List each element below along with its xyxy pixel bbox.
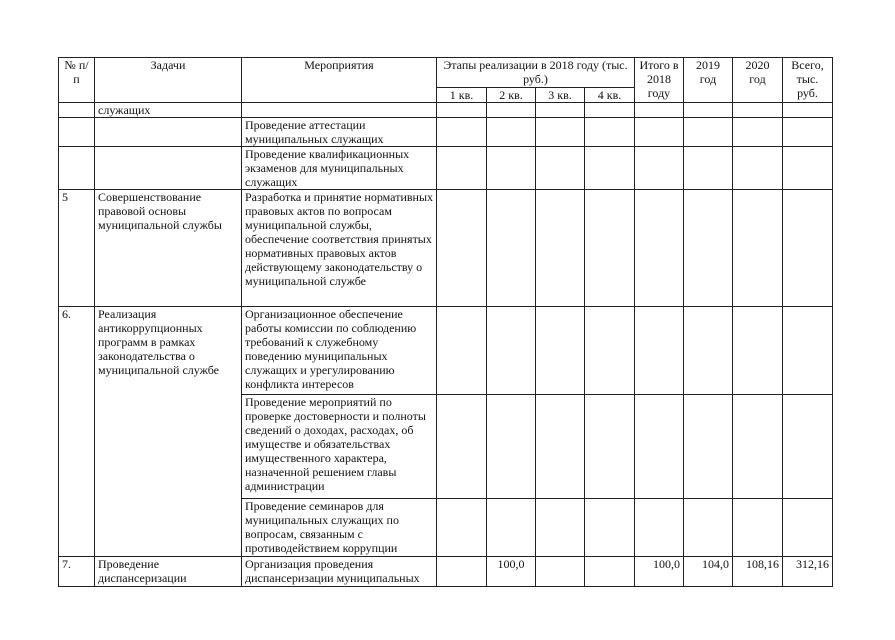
header-tasks: Задачи: [95, 58, 242, 103]
row-measure: Проведение квалификационных экзаменов для муниципальных служащих: [242, 147, 437, 190]
header-q1: 1 кв.: [437, 88, 487, 103]
cell-q4: [585, 190, 635, 307]
cell-2020: [733, 118, 783, 147]
cell-q3: [536, 190, 585, 307]
row-measure: Проведение аттестации муниципальных служащих: [242, 118, 437, 147]
cell-2019: [684, 103, 733, 118]
cell-total: [783, 103, 833, 118]
cell-total-2018: [635, 307, 684, 395]
row-num: [59, 103, 95, 118]
cell-2020: [733, 147, 783, 190]
cell-2019: [684, 395, 733, 499]
cell-2020: [733, 307, 783, 395]
cell-total-2018: [635, 395, 684, 499]
cell-2019: [684, 499, 733, 557]
cell-q3: [536, 557, 585, 587]
cell-q1: [437, 103, 487, 118]
cell-q4: [585, 307, 635, 395]
cell-q4: [585, 499, 635, 557]
row-num: [59, 118, 95, 147]
cell-q2: [487, 103, 536, 118]
cell-q3: [536, 103, 585, 118]
row-task: Проведение диспансеризации: [95, 557, 242, 587]
cell-q3: [536, 395, 585, 499]
row-num: [59, 147, 95, 190]
header-stages: Этапы реализации в 2018 году (тыс. руб.): [437, 58, 635, 88]
row-num: 5: [59, 190, 95, 307]
row-num: 6.: [59, 307, 95, 557]
table-row: [59, 118, 833, 147]
cell-q4: [585, 557, 635, 587]
row-measure: Организация проведения диспансеризации муниципальных: [242, 557, 437, 587]
table-row: [59, 103, 833, 118]
cell-q1: [437, 395, 487, 499]
cell-q4: [585, 395, 635, 499]
row-task: [95, 118, 242, 147]
cell-q1: [437, 557, 487, 587]
header-num: № п/п: [59, 58, 95, 103]
cell-total: [783, 147, 833, 190]
header-2020: 2020 год: [733, 58, 783, 103]
row-measure: [242, 103, 437, 118]
cell-q2: [487, 147, 536, 190]
table-row: [59, 307, 833, 395]
cell-q2: [487, 190, 536, 307]
cell-total: [783, 118, 833, 147]
row-measure: Разработка и принятие нормативных правовых актов по вопросам муниципальной службы, обеспечение соответствия принятых нормативных правовых актов действующему законодательству о муниципальной службе: [242, 190, 437, 307]
row-task: Реализация антикоррупционных программ в рамках законодательства о муниципальной службе: [95, 307, 242, 557]
cell-q2: [487, 118, 536, 147]
header-row: [59, 58, 833, 88]
cell-2019: [684, 307, 733, 395]
cell-total-2018: [635, 103, 684, 118]
cell-q4: [585, 118, 635, 147]
cell-total-2018: [635, 118, 684, 147]
cell-q1: [437, 147, 487, 190]
cell-total: [783, 395, 833, 499]
table-row: [59, 190, 833, 307]
header-q2: 2 кв.: [487, 88, 536, 103]
table-row: [59, 557, 833, 587]
cell-q4: [585, 103, 635, 118]
cell-q1: [437, 307, 487, 395]
cell-q2: [487, 395, 536, 499]
cell-q3: [536, 147, 585, 190]
cell-2019: [684, 118, 733, 147]
header-q4: 4 кв.: [585, 88, 635, 103]
cell-total: 312,16: [783, 557, 833, 587]
cell-q4: [585, 147, 635, 190]
cell-total-2018: [635, 499, 684, 557]
cell-q3: [536, 118, 585, 147]
row-task: служащих: [95, 103, 242, 118]
cell-q2: 100,0: [487, 557, 536, 587]
cell-q3: [536, 307, 585, 395]
row-num: 7.: [59, 557, 95, 587]
cell-total-2018: 100,0: [635, 557, 684, 587]
row-measure: Организационное обеспечение работы комиссии по соблюдению требований к служебному поведению муниципальных служащих и урегулированию конфликта интересов: [242, 307, 437, 395]
cell-q1: [437, 118, 487, 147]
row-measure: Проведение мероприятий по проверке достоверности и полноты сведений о доходах, расходах, об имуществе и обязательствах имущественного характера, назначенной решением главы администрации: [242, 395, 437, 499]
cell-q3: [536, 499, 585, 557]
cell-total: [783, 499, 833, 557]
header-measures: Мероприятия: [242, 58, 437, 103]
cell-q2: [487, 307, 536, 395]
table-row: [59, 147, 833, 190]
cell-2020: [733, 395, 783, 499]
row-task: [95, 147, 242, 190]
cell-2020: [733, 499, 783, 557]
cell-q1: [437, 190, 487, 307]
cell-total: [783, 307, 833, 395]
cell-2019: [684, 147, 733, 190]
cell-2019: 104,0: [684, 557, 733, 587]
header-total-2018: Итого в 2018 году: [635, 58, 684, 103]
cell-total: [783, 190, 833, 307]
cell-q1: [437, 499, 487, 557]
cell-2019: [684, 190, 733, 307]
cell-2020: [733, 190, 783, 307]
row-task: Совершенствование правовой основы муниципальной службы: [95, 190, 242, 307]
header-2019: 2019 год: [684, 58, 733, 103]
header-total: Всего, тыс. руб.: [783, 58, 833, 103]
cell-total-2018: [635, 190, 684, 307]
cell-2020: 108,16: [733, 557, 783, 587]
cell-q2: [487, 499, 536, 557]
row-measure: Проведение семинаров для муниципальных служащих по вопросам, связанным с противодействием коррупции: [242, 499, 437, 557]
cell-total-2018: [635, 147, 684, 190]
cell-2020: [733, 103, 783, 118]
header-q3: 3 кв.: [536, 88, 585, 103]
program-table: [58, 57, 833, 587]
